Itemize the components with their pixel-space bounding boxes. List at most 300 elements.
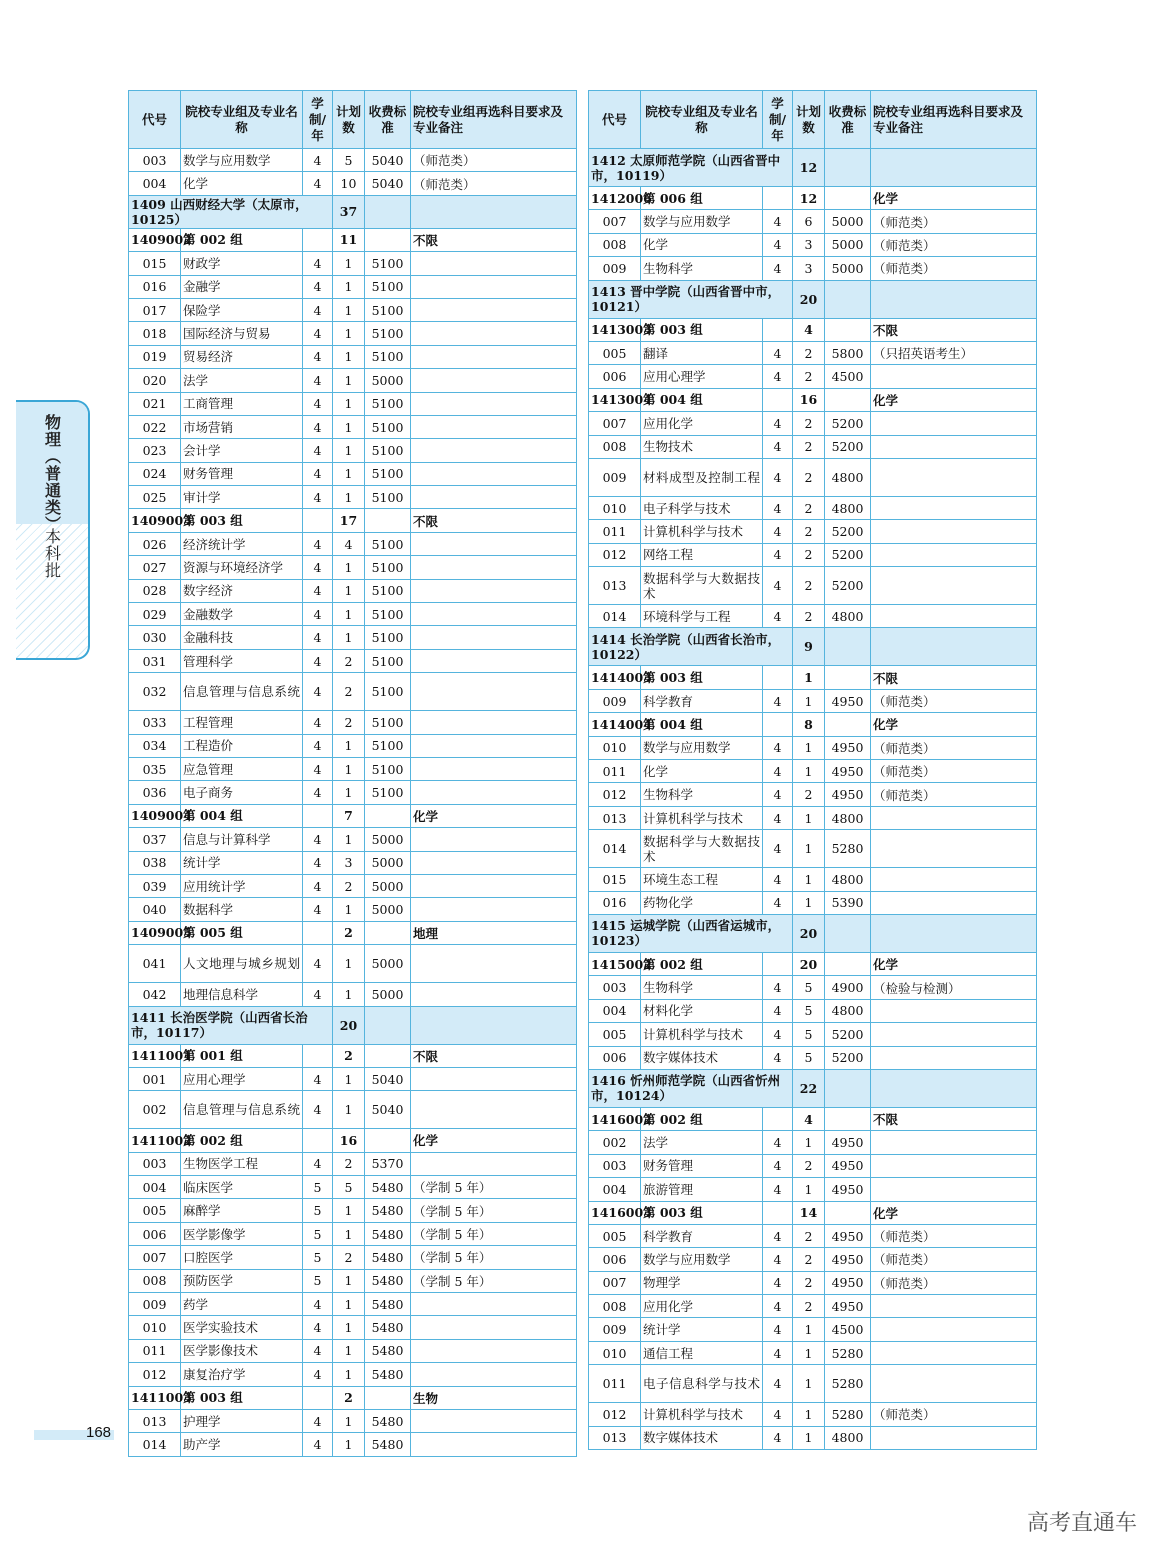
group-code: 1413004 <box>589 388 641 411</box>
major-plan: 6 <box>793 210 825 233</box>
major-fee: 5100 <box>365 757 411 780</box>
major-note <box>871 891 1037 914</box>
major-row <box>129 298 577 321</box>
major-code: 008 <box>129 1269 181 1292</box>
major-years: 4 <box>763 868 793 891</box>
major-plan: 1 <box>333 439 365 462</box>
header-note: 院校专业组再选科目要求及专业备注 <box>871 91 1037 149</box>
major-plan: 2 <box>793 1154 825 1177</box>
major-code: 006 <box>589 365 641 388</box>
group-code: 1416003 <box>589 1201 641 1224</box>
major-fee: 5100 <box>365 603 411 626</box>
major-plan: 2 <box>793 1295 825 1318</box>
table-body-right <box>589 149 1037 1450</box>
major-fee: 4950 <box>825 689 871 712</box>
major-note: （师范类） <box>871 1248 1037 1271</box>
major-fee: 4950 <box>825 1224 871 1247</box>
major-plan: 3 <box>333 851 365 874</box>
major-row <box>589 783 1037 806</box>
group-subject-requirement: 不限 <box>871 666 1037 689</box>
major-row <box>589 1318 1037 1341</box>
major-name: 应用心理学 <box>641 365 763 388</box>
major-row <box>129 462 577 485</box>
group-row <box>589 666 1037 689</box>
major-name: 生物医学工程 <box>181 1152 303 1175</box>
major-years: 4 <box>303 1152 333 1175</box>
group-fee <box>365 804 411 827</box>
major-fee: 4800 <box>825 868 871 891</box>
major-fee: 5100 <box>365 439 411 462</box>
major-name: 医学影像学 <box>181 1222 303 1245</box>
major-years: 4 <box>303 556 333 579</box>
group-plan: 14 <box>793 1201 825 1224</box>
college-row <box>589 914 1037 952</box>
group-fee <box>365 1129 411 1152</box>
major-name: 计算机科学与技术 <box>641 520 763 543</box>
major-note <box>411 711 577 734</box>
major-code: 035 <box>129 757 181 780</box>
major-row <box>129 828 577 851</box>
major-note <box>411 415 577 438</box>
major-fee: 5280 <box>825 830 871 868</box>
major-name: 数据科学与大数据技术 <box>641 830 763 868</box>
major-note: （检验与检测） <box>871 976 1037 999</box>
college-note <box>871 914 1037 952</box>
major-plan: 5 <box>793 1046 825 1069</box>
major-years: 4 <box>303 649 333 672</box>
major-years: 4 <box>303 711 333 734</box>
major-note <box>871 1365 1037 1403</box>
major-name: 数据科学与大数据技术 <box>641 567 763 605</box>
group-row <box>589 713 1037 736</box>
major-row <box>129 579 577 602</box>
group-years <box>303 1044 333 1067</box>
college-name: 1416 忻州师范学院（山西省忻州市，10124） <box>589 1069 793 1107</box>
major-fee: 4800 <box>825 496 871 519</box>
major-code: 026 <box>129 532 181 555</box>
major-row <box>129 626 577 649</box>
college-name: 1414 长治学院（山西省长治市，10122） <box>589 628 793 666</box>
major-row <box>589 1403 1037 1426</box>
major-years: 4 <box>303 1293 333 1316</box>
header-name: 院校专业组及专业名称 <box>641 91 763 149</box>
major-code: 011 <box>589 760 641 783</box>
major-row <box>589 1224 1037 1247</box>
major-code: 016 <box>129 275 181 298</box>
college-plan: 20 <box>793 280 825 318</box>
major-name: 保险学 <box>181 298 303 321</box>
major-row <box>589 830 1037 868</box>
major-years: 4 <box>763 210 793 233</box>
major-years: 4 <box>763 1271 793 1294</box>
group-plan: 2 <box>333 1044 365 1067</box>
major-note: （师范类） <box>871 257 1037 280</box>
major-name: 生物科学 <box>641 257 763 280</box>
major-fee: 5480 <box>365 1293 411 1316</box>
group-fee <box>365 921 411 944</box>
major-name: 数学与应用数学 <box>181 149 303 172</box>
college-fee <box>825 1069 871 1107</box>
college-fee <box>825 280 871 318</box>
group-row <box>589 187 1037 210</box>
major-name: 数字经济 <box>181 579 303 602</box>
major-fee: 5000 <box>365 874 411 897</box>
major-years: 5 <box>303 1222 333 1245</box>
major-note <box>871 1318 1037 1341</box>
major-fee: 5200 <box>825 520 871 543</box>
major-note <box>411 1339 577 1362</box>
major-row <box>589 999 1037 1022</box>
major-years: 4 <box>763 1365 793 1403</box>
college-plan: 22 <box>793 1069 825 1107</box>
major-code: 005 <box>129 1199 181 1222</box>
major-name: 财务管理 <box>181 462 303 485</box>
group-fee <box>825 187 871 210</box>
major-years: 4 <box>763 976 793 999</box>
major-years: 4 <box>303 322 333 345</box>
major-plan: 1 <box>333 1269 365 1292</box>
major-fee: 4800 <box>825 1426 871 1449</box>
major-plan: 3 <box>793 233 825 256</box>
group-name: 第 004 组 <box>181 804 303 827</box>
major-code: 030 <box>129 626 181 649</box>
group-row <box>129 804 577 827</box>
college-plan: 12 <box>793 149 825 187</box>
major-fee: 5100 <box>365 556 411 579</box>
group-row <box>129 921 577 944</box>
major-row <box>589 605 1037 628</box>
major-years: 5 <box>303 1269 333 1292</box>
major-name: 工程管理 <box>181 711 303 734</box>
major-plan: 1 <box>793 1365 825 1403</box>
group-years <box>303 921 333 944</box>
major-fee: 4800 <box>825 806 871 829</box>
major-name: 财务管理 <box>641 1154 763 1177</box>
major-note <box>871 1046 1037 1069</box>
major-row <box>589 1341 1037 1364</box>
admission-table-left <box>128 90 577 1457</box>
major-fee: 4800 <box>825 999 871 1022</box>
major-code: 012 <box>589 783 641 806</box>
group-code: 1409002 <box>129 228 181 251</box>
major-fee: 4800 <box>825 458 871 496</box>
major-note <box>411 322 577 345</box>
group-years <box>763 187 793 210</box>
major-row <box>589 496 1037 519</box>
major-note <box>871 830 1037 868</box>
major-note: （师范类） <box>871 760 1037 783</box>
major-plan: 1 <box>333 1293 365 1316</box>
group-code: 1412006 <box>589 187 641 210</box>
major-note <box>871 365 1037 388</box>
group-plan: 17 <box>333 509 365 532</box>
major-fee: 4950 <box>825 1178 871 1201</box>
major-code: 004 <box>589 1178 641 1201</box>
major-row <box>129 275 577 298</box>
college-row <box>589 280 1037 318</box>
major-plan: 1 <box>333 1409 365 1432</box>
major-plan: 2 <box>793 435 825 458</box>
major-row <box>589 736 1037 759</box>
major-name: 金融学 <box>181 275 303 298</box>
table-header-row <box>589 91 1037 149</box>
major-row <box>129 1152 577 1175</box>
major-row <box>129 898 577 921</box>
header-name: 院校专业组及专业名称 <box>181 91 303 149</box>
major-years: 4 <box>303 172 333 195</box>
major-row <box>129 486 577 509</box>
major-row <box>589 567 1037 605</box>
major-plan: 1 <box>333 1339 365 1362</box>
major-fee: 5100 <box>365 711 411 734</box>
major-note <box>411 579 577 602</box>
major-fee: 5000 <box>825 210 871 233</box>
group-subject-requirement: 化学 <box>871 713 1037 736</box>
college-plan: 20 <box>793 914 825 952</box>
major-row <box>589 760 1037 783</box>
major-row <box>129 1067 577 1090</box>
group-subject-requirement: 地理 <box>411 921 577 944</box>
group-fee <box>825 1107 871 1130</box>
major-note: （学制 5 年） <box>411 1222 577 1245</box>
major-code: 017 <box>129 298 181 321</box>
major-name: 数字媒体技术 <box>641 1426 763 1449</box>
major-code: 040 <box>129 898 181 921</box>
major-name: 金融科技 <box>181 626 303 649</box>
major-years: 4 <box>763 891 793 914</box>
major-name: 环境科学与工程 <box>641 605 763 628</box>
major-plan: 2 <box>793 567 825 605</box>
college-note <box>871 280 1037 318</box>
major-row <box>589 689 1037 712</box>
major-name: 医学实验技术 <box>181 1316 303 1339</box>
major-name: 化学 <box>641 760 763 783</box>
major-name: 法学 <box>641 1131 763 1154</box>
major-name: 网络工程 <box>641 543 763 566</box>
group-code: 1411003 <box>129 1386 181 1409</box>
major-years: 4 <box>763 830 793 868</box>
major-fee: 5480 <box>365 1339 411 1362</box>
major-years: 4 <box>303 275 333 298</box>
college-fee <box>825 914 871 952</box>
major-fee: 5100 <box>365 486 411 509</box>
major-code: 031 <box>129 649 181 672</box>
major-name: 数字媒体技术 <box>641 1046 763 1069</box>
major-years: 5 <box>303 1176 333 1199</box>
group-fee <box>825 952 871 975</box>
major-plan: 2 <box>793 783 825 806</box>
major-row <box>129 983 577 1006</box>
group-row <box>589 388 1037 411</box>
major-row <box>129 172 577 195</box>
major-fee: 4950 <box>825 1248 871 1271</box>
major-plan: 1 <box>333 1067 365 1090</box>
major-plan: 1 <box>333 945 365 983</box>
major-code: 005 <box>589 341 641 364</box>
major-code: 010 <box>589 736 641 759</box>
major-code: 007 <box>589 412 641 435</box>
major-years: 4 <box>763 1248 793 1271</box>
major-code: 008 <box>589 435 641 458</box>
major-row <box>589 1295 1037 1318</box>
major-name: 审计学 <box>181 486 303 509</box>
major-name: 助产学 <box>181 1433 303 1456</box>
group-fee <box>365 228 411 251</box>
major-plan: 1 <box>333 322 365 345</box>
header-years: 学制/年 <box>303 91 333 149</box>
major-note <box>411 252 577 275</box>
major-fee: 5280 <box>825 1365 871 1403</box>
major-row <box>589 1426 1037 1449</box>
major-years: 4 <box>763 365 793 388</box>
major-fee: 5480 <box>365 1363 411 1386</box>
group-code: 1409004 <box>129 804 181 827</box>
group-plan: 16 <box>333 1129 365 1152</box>
major-plan: 1 <box>333 734 365 757</box>
major-name: 生物技术 <box>641 435 763 458</box>
major-name: 资源与环境经济学 <box>181 556 303 579</box>
major-plan: 5 <box>333 1176 365 1199</box>
major-years: 4 <box>303 1091 333 1129</box>
major-years: 4 <box>303 603 333 626</box>
group-years <box>763 713 793 736</box>
major-plan: 1 <box>333 626 365 649</box>
major-years: 4 <box>763 1154 793 1177</box>
major-code: 007 <box>129 1246 181 1269</box>
major-name: 数学与应用数学 <box>641 1248 763 1271</box>
major-plan: 1 <box>333 781 365 804</box>
major-fee: 5000 <box>365 945 411 983</box>
college-plan: 20 <box>333 1006 365 1044</box>
major-note <box>411 345 577 368</box>
major-name: 化学 <box>641 233 763 256</box>
major-plan: 5 <box>793 999 825 1022</box>
major-row <box>129 711 577 734</box>
major-fee: 4500 <box>825 365 871 388</box>
group-fee <box>825 1201 871 1224</box>
major-plan: 1 <box>333 252 365 275</box>
group-name: 第 002 组 <box>641 1107 763 1130</box>
header-code: 代号 <box>129 91 181 149</box>
major-row <box>129 1316 577 1339</box>
major-note: （学制 5 年） <box>411 1269 577 1292</box>
major-note <box>411 851 577 874</box>
major-years: 4 <box>763 1224 793 1247</box>
group-name: 第 004 组 <box>641 713 763 736</box>
major-years: 4 <box>303 345 333 368</box>
major-plan: 5 <box>333 149 365 172</box>
major-row <box>129 1091 577 1129</box>
group-name: 第 003 组 <box>641 1201 763 1224</box>
major-row <box>129 1199 577 1222</box>
major-note <box>871 1131 1037 1154</box>
major-note: （师范类） <box>871 689 1037 712</box>
major-plan: 2 <box>333 649 365 672</box>
major-years: 4 <box>303 874 333 897</box>
major-name: 化学 <box>181 172 303 195</box>
major-note <box>411 486 577 509</box>
group-subject-requirement: 不限 <box>411 509 577 532</box>
major-plan: 2 <box>333 1152 365 1175</box>
major-row <box>589 1365 1037 1403</box>
side-category-tab <box>16 400 90 660</box>
major-name: 工程造价 <box>181 734 303 757</box>
group-code: 1411001 <box>129 1044 181 1067</box>
major-row <box>589 257 1037 280</box>
major-note <box>411 556 577 579</box>
group-row <box>129 1044 577 1067</box>
header-code: 代号 <box>589 91 641 149</box>
major-code: 014 <box>129 1433 181 1456</box>
major-code: 015 <box>129 252 181 275</box>
major-plan: 1 <box>793 1318 825 1341</box>
major-row <box>129 149 577 172</box>
major-plan: 10 <box>333 172 365 195</box>
major-years: 4 <box>303 462 333 485</box>
major-fee: 5000 <box>825 233 871 256</box>
major-name: 护理学 <box>181 1409 303 1432</box>
major-plan: 2 <box>333 874 365 897</box>
major-years: 4 <box>763 760 793 783</box>
major-row <box>589 1131 1037 1154</box>
major-fee: 5100 <box>365 322 411 345</box>
major-code: 009 <box>589 257 641 280</box>
major-years: 4 <box>303 532 333 555</box>
major-fee: 5100 <box>365 673 411 711</box>
major-code: 008 <box>589 233 641 256</box>
major-note: （师范类） <box>871 736 1037 759</box>
major-note <box>871 999 1037 1022</box>
major-years: 4 <box>763 783 793 806</box>
major-years: 4 <box>303 369 333 392</box>
major-code: 014 <box>589 605 641 628</box>
major-name: 统计学 <box>641 1318 763 1341</box>
major-row <box>589 976 1037 999</box>
major-plan: 1 <box>793 830 825 868</box>
table-header-row <box>129 91 577 149</box>
group-row <box>589 318 1037 341</box>
college-name: 1411 长治医学院（山西省长治市，10117） <box>129 1006 333 1044</box>
major-fee: 5480 <box>365 1433 411 1456</box>
major-years: 4 <box>763 1046 793 1069</box>
major-name: 生物科学 <box>641 976 763 999</box>
major-note <box>411 673 577 711</box>
major-fee: 5100 <box>365 345 411 368</box>
major-plan: 1 <box>333 898 365 921</box>
major-row <box>129 1222 577 1245</box>
group-name: 第 006 组 <box>641 187 763 210</box>
major-row <box>589 233 1037 256</box>
group-subject-requirement: 不限 <box>411 1044 577 1067</box>
major-code: 011 <box>129 1339 181 1362</box>
major-plan: 1 <box>333 462 365 485</box>
major-name: 科学教育 <box>641 689 763 712</box>
major-years: 4 <box>763 806 793 829</box>
group-name: 第 002 组 <box>181 228 303 251</box>
major-name: 生物科学 <box>641 783 763 806</box>
group-fee <box>365 509 411 532</box>
major-plan: 2 <box>793 458 825 496</box>
major-plan: 1 <box>793 736 825 759</box>
group-code: 1409003 <box>129 509 181 532</box>
major-code: 010 <box>589 496 641 519</box>
group-plan: 12 <box>793 187 825 210</box>
major-name: 统计学 <box>181 851 303 874</box>
major-name: 信息与计算科学 <box>181 828 303 851</box>
group-subject-requirement: 不限 <box>411 228 577 251</box>
major-plan: 1 <box>333 579 365 602</box>
major-plan: 1 <box>333 486 365 509</box>
